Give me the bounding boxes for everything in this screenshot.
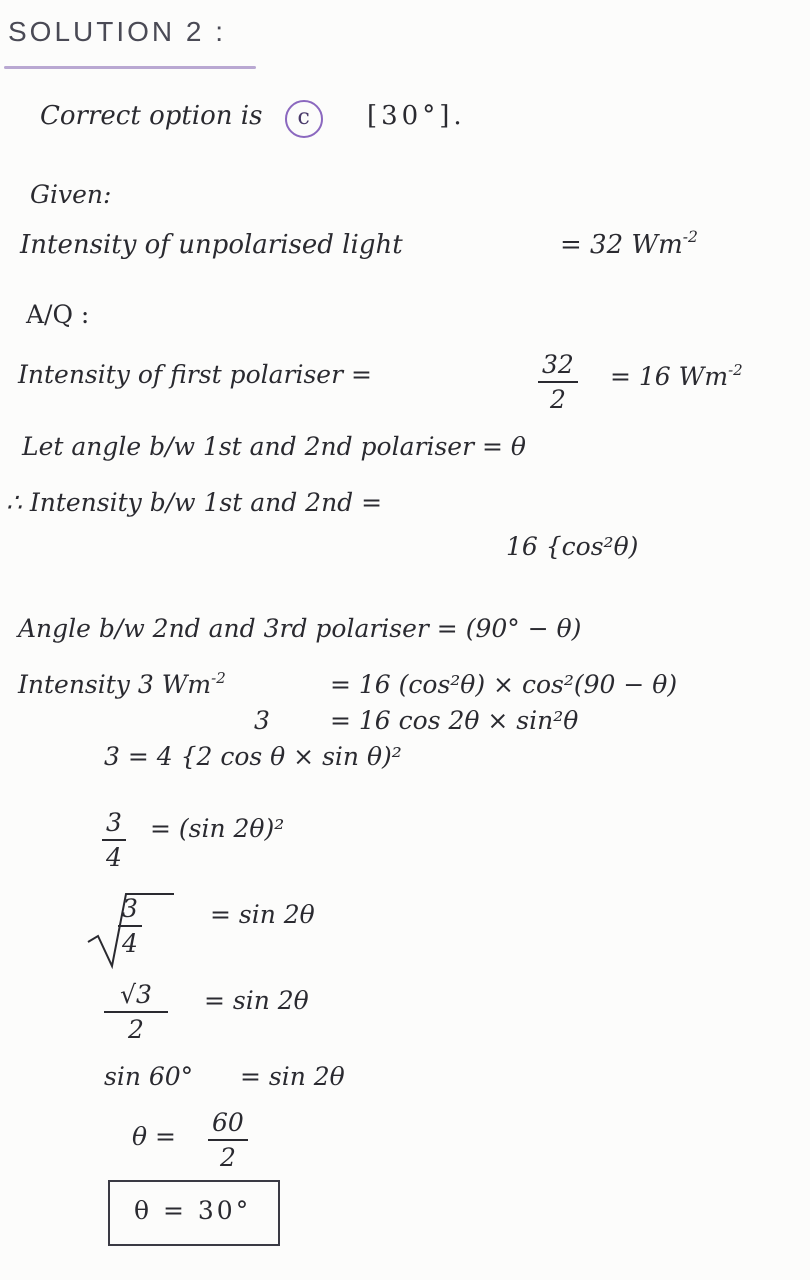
- fraction-32-2: [538, 350, 578, 414]
- intensity-3-label: [18, 670, 226, 699]
- heading-underline: [4, 66, 256, 69]
- fraction-3-4-bar: [102, 839, 126, 841]
- first-polariser-label: Intensity of first polariser =: [18, 360, 372, 389]
- root3-bar: [104, 1011, 168, 1013]
- intensity-1-2-value: 16 {cos²θ): [506, 532, 639, 561]
- angle-2-3-line: Angle b/w 2nd and 3rd polariser = (90° − θ): [18, 614, 582, 643]
- sqrt-fraction-bar: [118, 925, 142, 927]
- theta-denominator: 2: [219, 1143, 236, 1172]
- theta-bar: [208, 1139, 248, 1141]
- root3-denominator: 2: [128, 1015, 144, 1044]
- fraction-3-4-block: [102, 808, 126, 872]
- theta-numerator: 60: [212, 1108, 244, 1137]
- first-polariser-value-text: = 16 Wm: [610, 362, 729, 391]
- sqrt-fraction-3-4: [118, 894, 142, 958]
- sin-2theta-c: = sin 2θ: [240, 1062, 345, 1091]
- first-polariser-value: [610, 362, 743, 391]
- fraction-bar: [538, 381, 578, 383]
- angle-1-2-line: Let angle b/w 1st and 2nd polariser = θ: [22, 432, 526, 461]
- aq-label: A/Q :: [26, 300, 90, 329]
- theta-fraction-block: [208, 1108, 248, 1172]
- sqrt-fraction-denominator: 4: [122, 929, 138, 958]
- root3-over-2: [104, 980, 168, 1044]
- unpolarised-exponent: -2: [682, 228, 698, 247]
- unpolarised-label: Intensity of unpolarised light: [20, 230, 403, 260]
- unpolarised-value: [560, 230, 698, 260]
- sin-2theta-a: = sin 2θ: [210, 900, 315, 929]
- fraction-numerator: 32: [542, 350, 574, 379]
- sin-2theta-squared: = (sin 2θ)²: [150, 814, 285, 843]
- step-4-equation: 3 = 4 {2 cos θ × sin θ)²: [104, 742, 402, 771]
- option-circle-badge: c: [285, 100, 323, 138]
- sqrt-fraction-numerator: 3: [122, 894, 138, 923]
- sin-60-label: sin 60°: [104, 1062, 194, 1091]
- first-polariser-exponent: -2: [728, 360, 743, 379]
- unpolarised-value-text: = 32 Wm: [560, 230, 683, 260]
- answer-value: [30°].: [366, 101, 466, 131]
- step-3-equation: = 16 cos 2θ × sin²θ: [330, 706, 579, 735]
- correct-option-line: [40, 100, 466, 138]
- theta-fraction: [208, 1108, 248, 1172]
- intensity-3-exponent: -2: [211, 668, 226, 687]
- intensity-1-2-line: ∴ Intensity b/w 1st and 2nd =: [6, 488, 383, 517]
- step-3-label: 3: [254, 706, 270, 735]
- fraction-3-4-numerator: 3: [106, 808, 122, 837]
- sin-2theta-b: = sin 2θ: [204, 986, 309, 1015]
- given-label: Given:: [30, 180, 112, 209]
- solution-heading: SOLUTION 2 :: [8, 16, 227, 47]
- first-polariser-fraction: [538, 350, 578, 414]
- fraction-3-4-denominator: 4: [106, 843, 122, 872]
- root3-fraction-block: [104, 980, 168, 1044]
- fraction-3-4: [102, 808, 126, 872]
- fraction-denominator: 2: [549, 385, 566, 414]
- intensity-3-equation: = 16 (cos²θ) × cos²(90 − θ): [330, 670, 678, 699]
- sqrt-fraction-block: [118, 894, 142, 958]
- theta-equals: θ =: [132, 1122, 176, 1151]
- final-answer: θ = 30°: [134, 1196, 252, 1225]
- intensity-3-text: Intensity 3 Wm: [18, 670, 212, 699]
- correct-option-text: Correct option is: [40, 101, 263, 131]
- root3-numerator: √3: [120, 980, 152, 1009]
